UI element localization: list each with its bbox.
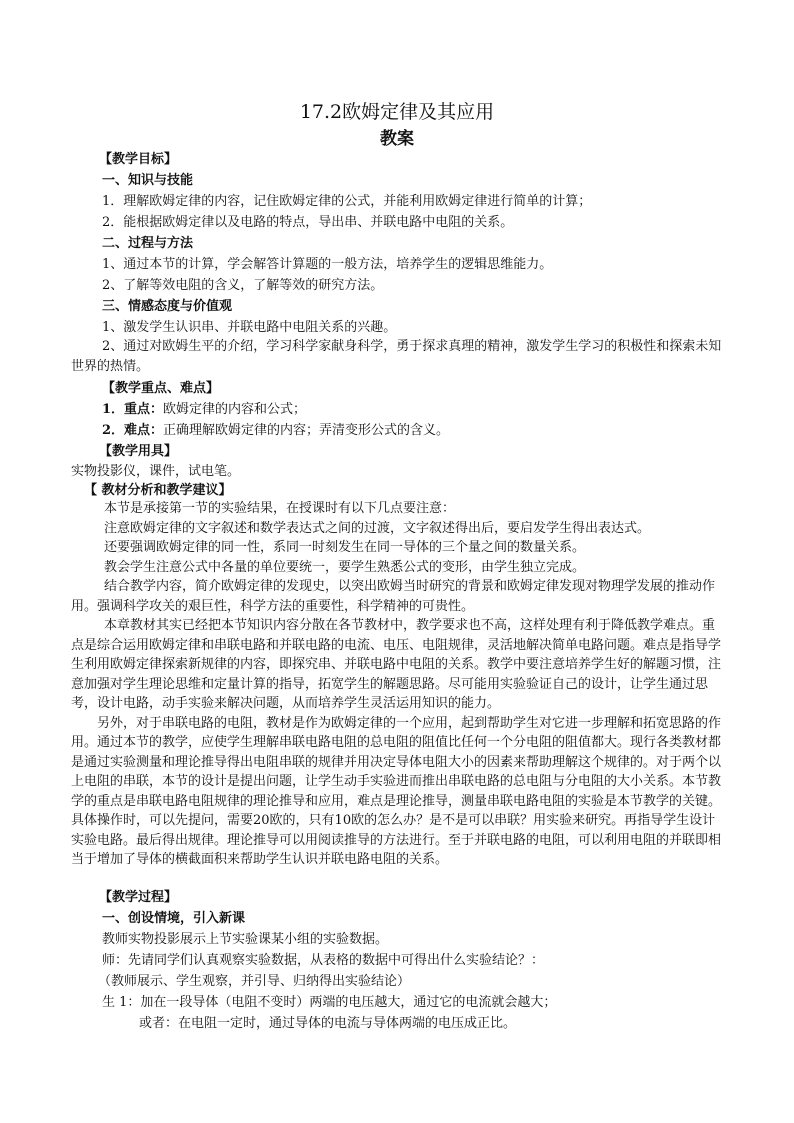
goal-heading-attitude: 三、情感态度与价值观 bbox=[102, 299, 233, 314]
key-point-label: 1．重点： bbox=[102, 402, 164, 417]
key-point-line bbox=[102, 400, 306, 419]
analysis-paragraph-4: 教会学生注意公式中各量的单位要统一，要学生熟悉公式的变形，由学生独立完成。 bbox=[104, 559, 586, 575]
difficult-point-text: 正确理解欧姆定律的内容；弄清变形公式的含义。 bbox=[163, 423, 450, 438]
section-heading-analysis: 【 教材分析和教学建议】 bbox=[84, 483, 232, 498]
goal-attitude-item-1: 1、激发学生认识串、并联电路中电阻关系的兴趣。 bbox=[102, 320, 397, 335]
goal-attitude-item-2-block bbox=[71, 337, 725, 376]
process-line-1: 教师实物投影展示上节实验课某小组的实验数据。 bbox=[102, 932, 389, 947]
document-title: 17.2欧姆定律及其应用 bbox=[299, 101, 495, 123]
section-heading-process: 【教学过程】 bbox=[99, 890, 178, 905]
goal-heading-knowledge: 一、知识与技能 bbox=[102, 173, 194, 188]
document-subtitle: 教案 bbox=[380, 129, 414, 149]
section-heading-goals: 【教学目标】 bbox=[99, 152, 178, 167]
goal-process-item-1: 1、通过本节的计算，学会解答计算题的一般方法，培养学生的逻辑思维能力。 bbox=[102, 257, 553, 272]
section-heading-tools: 【教学用具】 bbox=[99, 444, 178, 459]
goal-process-item-2: 2、了解等效电阻的含义，了解等效的研究方法。 bbox=[102, 278, 384, 293]
key-point-text: 欧姆定律的内容和公式； bbox=[163, 402, 307, 417]
tools-text: 实物投影仪，课件，试电笔。 bbox=[71, 464, 241, 479]
goal-knowledge-item-1: 1．理解欧姆定律的内容，记住欧姆定律的公式，并能利用欧姆定律进行简单的计算； bbox=[102, 194, 592, 209]
analysis-paragraph-2: 注意欧姆定律的文字叙述和数学表达式之间的过渡，文字叙述得出后，要启发学生得出表达式。 bbox=[104, 520, 651, 536]
difficult-point-line bbox=[102, 421, 449, 440]
analysis-block bbox=[71, 499, 725, 870]
goal-knowledge-item-2: 2．能根据欧姆定律以及电路的特点，导出串、并联电路中电阻的关系。 bbox=[102, 215, 514, 230]
goal-heading-process: 二、过程与方法 bbox=[102, 236, 194, 251]
analysis-paragraph-6: 本章教材其实已经把本节知识内容分散在各节教材中，教学要求也不高，这样处理有利于降低教学难点。重点是综合运用欧姆定律和串联电路和并联电路的电流、电压、电阻规律，灵活地解决简单电路问题。难点是指导学生利用欧姆定律探索新规律的内容，即探究串、并联电路中电阻的关系。教学中要注意培养学生好的解题习惯，注意加强对学生理论思维和定量计算的指导，拓宽学生的解题思路。尽可能用实验验证自己的设计，让学生通过思考，设计电路，动手实验来解决问题，从而培养学生灵活运用知识的能力。 bbox=[71, 618, 722, 711]
process-line-3: （教师展示、学生观察，并引导、归纳得出实验结论） bbox=[98, 974, 411, 989]
process-line-4: 生 1：加在一段导体（电阻不变时）两端的电压越大，通过它的电流就会越大； bbox=[102, 995, 557, 1010]
process-heading-intro: 一、创设情境，引入新课 bbox=[102, 911, 246, 926]
goal-attitude-item-2: 2、通过对欧姆生平的介绍，学习科学家献身科学，勇于探求真理的精神，激发学生学习的积极性和探索未知世界的热情。 bbox=[71, 339, 722, 374]
analysis-paragraph-5: 结合教学内容，简介欧姆定律的发现史，以突出欧姆当时研究的背景和欧姆定律发现对物理学发展的推动作用。强调科学攻关的艰巨性，科学方法的重要性，科学精神的可贵性。 bbox=[71, 579, 716, 614]
analysis-paragraph-1: 本节是承接第一节的实验结果，在授课时有以下几点要注意： bbox=[104, 501, 456, 516]
process-line-5: 或者：在电阻一定时，通过导体的电流与导体两端的电压成正比。 bbox=[139, 1016, 517, 1031]
difficult-point-label: 2．难点： bbox=[102, 423, 164, 438]
analysis-paragraph-3: 还要强调欧姆定律的同一性，系同一时刻发生在同一导体的三个量之间的数量关系。 bbox=[104, 540, 586, 555]
analysis-paragraph-7: 另外，对于串联电路的电阻，教材是作为欧姆定律的一个应用，起到帮助学生对它进一步理解和拓宽思路的作用。通过本节的教学，应使学生理解串联电路电阻的总电阻的阻值比任何一个分电阻的阻值都大。现行各类教材都是通过实验测量和理论推导得出电阻串联的规律并用决定导体电阻大小的因素来帮助理解这个规律的。对于两个以上电阻的串联，本节的设计是提出问题，让学生动手实验进而推出串联电路的总电阻与分电阻的大小关系。本节教学的重点是串联电路电阻规律的理论推导和应用，难点是理论推导，测量串联电路电阻的实验是本节教学的关键。具体操作时，可以先提问，需要20欧的，只有10欧的怎么办？是不是可以串联？用实验来研究。再指导学生设计实验电路。最后得出规律。理论推导可以用阅读推导的方法进行。至于并联电路的电阻，可以利用电阻的并联即相当于增加了导体的横截面积来帮助学生认识并联电路电阻的关系。 bbox=[71, 715, 722, 867]
process-line-2: 师：先请同学们认真观察实验数据，从表格的数据中可得出什么实验结论？： bbox=[102, 953, 545, 968]
section-heading-key-points: 【教学重点、难点】 bbox=[102, 381, 220, 396]
